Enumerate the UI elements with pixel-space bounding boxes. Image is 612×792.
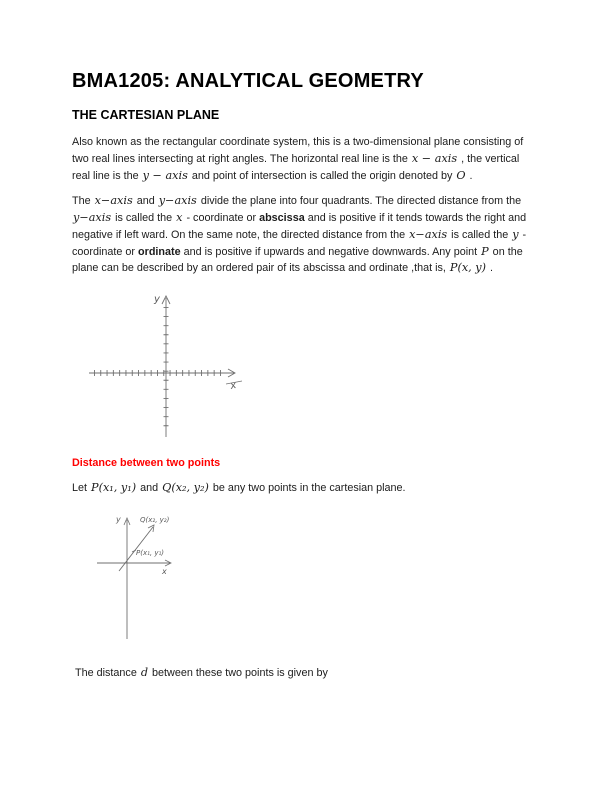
cartesian-plane-figure — [84, 291, 540, 443]
text-segment: x−axis — [409, 227, 448, 241]
section-heading: THE CARTESIAN PLANE — [72, 108, 220, 122]
text-segment: and — [133, 195, 158, 208]
text-segment: The — [72, 195, 94, 208]
text-segment: P(x₁, y₁) — [91, 481, 137, 494]
pq-arrow — [148, 525, 154, 532]
text-segment: Let — [72, 482, 91, 494]
y-axis-label: y — [154, 294, 160, 305]
text-segment: P — [481, 244, 489, 258]
text-segment: and is positive if it tends towards the right and negative if left ward. On the same note, the directed distance from the — [72, 212, 527, 241]
text-segment: y−axis — [73, 211, 112, 224]
text-segment: -coordinate or — [72, 228, 527, 258]
text-segment: Also known as the rectangular coordinate system, this is a two-dimensional plane consisting of two real lines intersecting at right angles. The horizontal real line is the — [72, 136, 524, 165]
text-segment: The distance — [75, 666, 140, 679]
text-segment: y — [512, 227, 519, 241]
text-segment: is called the — [448, 228, 512, 241]
document-title: BMA1205: ANALYTICAL GEOMETRY — [72, 70, 424, 92]
point-p-label: P(x₁, y₁) — [136, 548, 165, 557]
x-axis-label: x — [229, 379, 238, 392]
text-segment: on the plane can be described by an ordered pair of its abscissa and ordinate ,that is, — [72, 245, 523, 275]
text-segment: x — [176, 211, 183, 224]
text-segment: and — [137, 482, 162, 494]
paragraph-intro — [72, 135, 540, 184]
text-segment: x−axis — [94, 194, 133, 208]
text-segment: divide the plane into four quadrants. The directed distance from the — [197, 195, 522, 208]
text-segment: P(x, y) — [449, 261, 487, 275]
text-segment: y−axis — [158, 194, 197, 208]
text-segment: and point of intersection is called the origin denoted by — [188, 169, 456, 182]
text-segment: O — [456, 168, 466, 182]
text-segment: abscissa — [259, 212, 305, 224]
y-axis-label: y — [116, 514, 121, 524]
text-segment: d — [140, 665, 149, 679]
text-segment: , the vertical real line is the — [72, 152, 520, 182]
paragraph-points — [72, 480, 540, 497]
x-axis-label: x — [162, 566, 167, 576]
distance-figure — [94, 511, 540, 643]
distance-heading: Distance between two points — [72, 457, 221, 469]
text-segment: between these two points is given by — [149, 666, 328, 679]
paragraph-quadrants — [72, 193, 540, 277]
text-segment: and is positive if upwards and negative downwards. Any point — [180, 245, 481, 258]
text-segment: . — [466, 169, 473, 182]
text-segment: x − axis — [411, 151, 458, 165]
distance-sketch — [94, 511, 209, 643]
point-q-label: Q(x₂, y₂) — [140, 515, 170, 524]
text-segment: Q(x₂, y₂) — [162, 481, 209, 494]
text-segment: - coordinate or — [183, 212, 260, 224]
text-segment: . — [487, 262, 494, 275]
text-segment: is called the — [112, 212, 176, 224]
cartesian-plane-sketch — [84, 291, 254, 443]
text-segment: y − axis — [142, 168, 188, 182]
paragraph-distance — [72, 665, 540, 682]
text-segment: ordinate — [138, 245, 181, 258]
text-segment: be any two points in the cartesian plane. — [209, 482, 406, 494]
